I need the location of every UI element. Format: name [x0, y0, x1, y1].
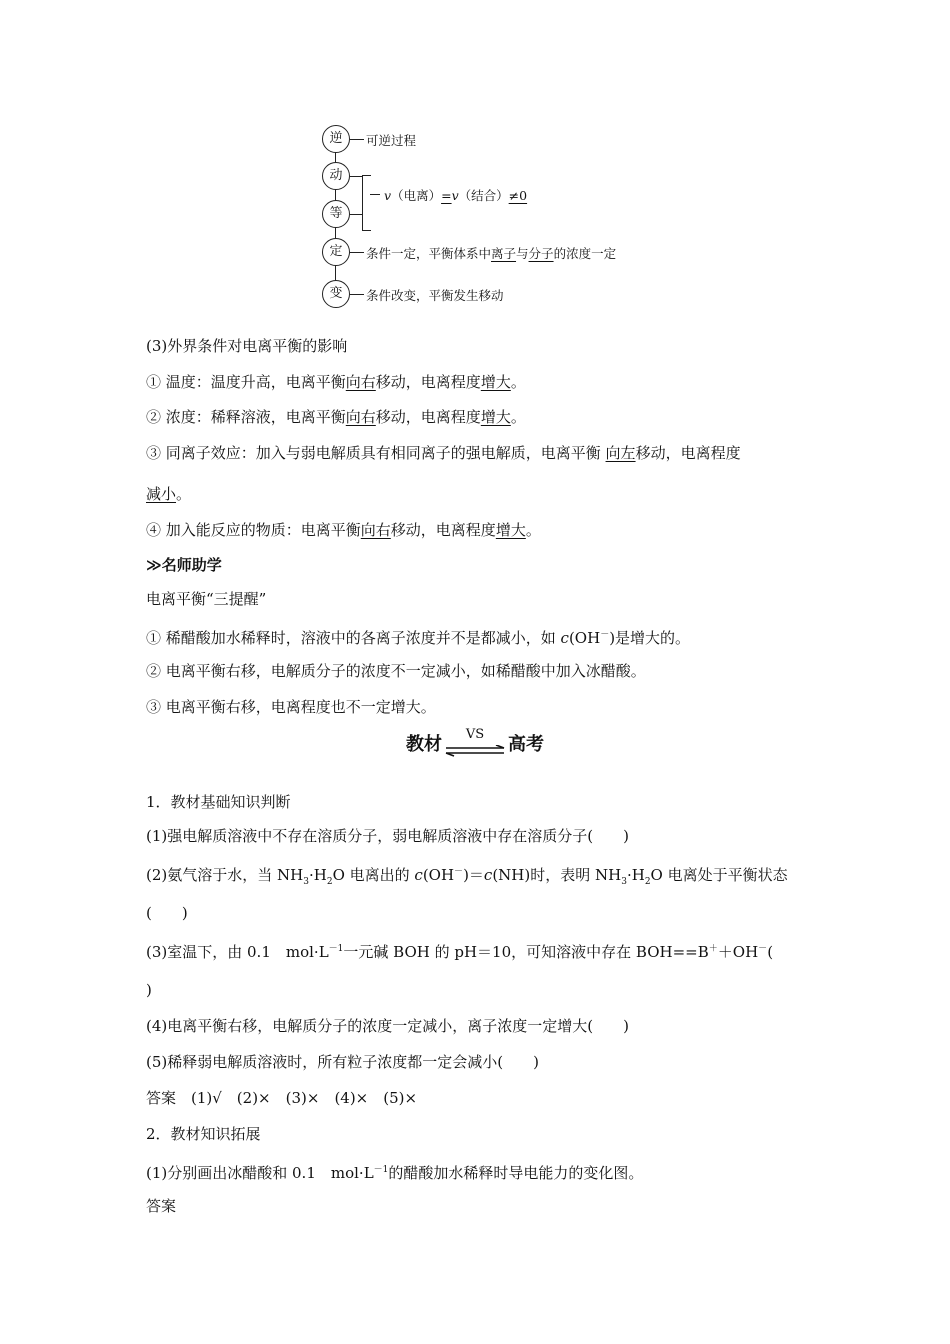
textbook-vs-exam-heading: 教材 VS 高考 — [406, 727, 544, 755]
q1-item-1: (1)强电解质溶液中不存在溶质分子，弱电解质溶液中存在溶质分子( ) — [146, 827, 629, 845]
node-bian: 变 — [322, 280, 350, 308]
node-bian-label: 条件改变，平衡发生移动 — [366, 288, 504, 303]
node-deng: 等 — [322, 200, 350, 228]
bracket-tick — [370, 194, 380, 195]
q1-item-2: (2)氨气溶于水，当 $NH_3\cdot H_2O$ 电离出的 c(OH－)＝c(NH)时，表明 $NH_3\cdot H_2O$ 电离处于平衡状态 — [146, 866, 788, 887]
q2-answer: 答案 — [146, 1197, 177, 1215]
item-common-ion-cont: 减小。 — [146, 485, 192, 503]
node-deng-dash — [350, 214, 362, 215]
q2-title: 2．教材知识拓展 — [146, 1125, 261, 1143]
tip-3: ③ 电离平衡右移，电离程度也不一定增大。 — [146, 698, 436, 716]
node-bian-dash — [350, 294, 364, 295]
tip-title: 电离平衡“三提醒” — [146, 590, 267, 608]
node-ding-label: 条件一定，平衡体系中离子与分子的浓度一定 — [366, 246, 617, 261]
q1-item-5: (5)稀释弱电解质溶液时，所有粒子浓度都一定会减小( ) — [146, 1053, 539, 1071]
item-concentration: ② 浓度：稀释溶液，电离平衡向右移动，电离程度增大。 — [146, 408, 526, 426]
tip-1: ① 稀醋酸加水稀释时，溶液中的各离子浓度并不是都减小，如 c(OH－)是增大的。 — [146, 629, 691, 647]
section3-title: (3)外界条件对电离平衡的影响 — [146, 337, 348, 355]
q1-item-3-close: ) — [146, 981, 152, 999]
item-temperature: ① 温度：温度升高，电离平衡向右移动，电离程度增大。 — [146, 373, 526, 391]
node-ni: 逆 — [322, 125, 350, 153]
q1-item-2-paren: ( ) — [146, 904, 188, 922]
node-ding-dash — [350, 252, 364, 253]
tip-2: ② 电离平衡右移，电解质分子的浓度不一定减小，如稀醋酸中加入冰醋酸。 — [146, 662, 646, 680]
q1-answer: 答案 (1)√ (2)× (3)× (4)× (5)× — [146, 1089, 418, 1107]
vs-arrow: VS — [444, 733, 506, 757]
item-reactive-substance: ④ 加入能反应的物质：电离平衡向右移动，电离程度增大。 — [146, 521, 541, 539]
tip-header: ≫名师助学 — [146, 556, 222, 574]
node-ni-dash — [350, 139, 364, 140]
q1-item-4: (4)电离平衡右移，电解质分子的浓度一定减小，离子浓度一定增大( ) — [146, 1017, 629, 1035]
q1-item-3: (3)室温下，由 0.1 $mol\cdot L^{-1}$一元碱 BOH 的 pH＝10，可知溶液中存在 BOH==B＋＋OH－( — [146, 943, 774, 961]
node-dong: 动 — [322, 162, 350, 190]
node-ding: 定 — [322, 238, 350, 266]
q2-item-1: (1)分别画出冰醋酸和 0.1 $mol\cdot L^{-1}$的醋酸加水稀释时导电能力的变化图。 — [146, 1164, 644, 1182]
item-common-ion: ③ 同离子效应：加入与弱电解质具有相同离子的强电解质，电离平衡 向左移动，电离程度 — [146, 444, 741, 462]
node-dong-deng-label: v（电离）=v（结合）≠0 — [384, 188, 528, 203]
dong-deng-bracket — [362, 175, 371, 231]
ionization-equilibrium-diagram — [312, 118, 652, 318]
equilibrium-arrow-icon — [444, 745, 506, 757]
q1-title: 1．教材基础知识判断 — [146, 793, 291, 811]
node-dong-dash — [350, 176, 362, 177]
node-ni-label: 可逆过程 — [366, 133, 417, 148]
